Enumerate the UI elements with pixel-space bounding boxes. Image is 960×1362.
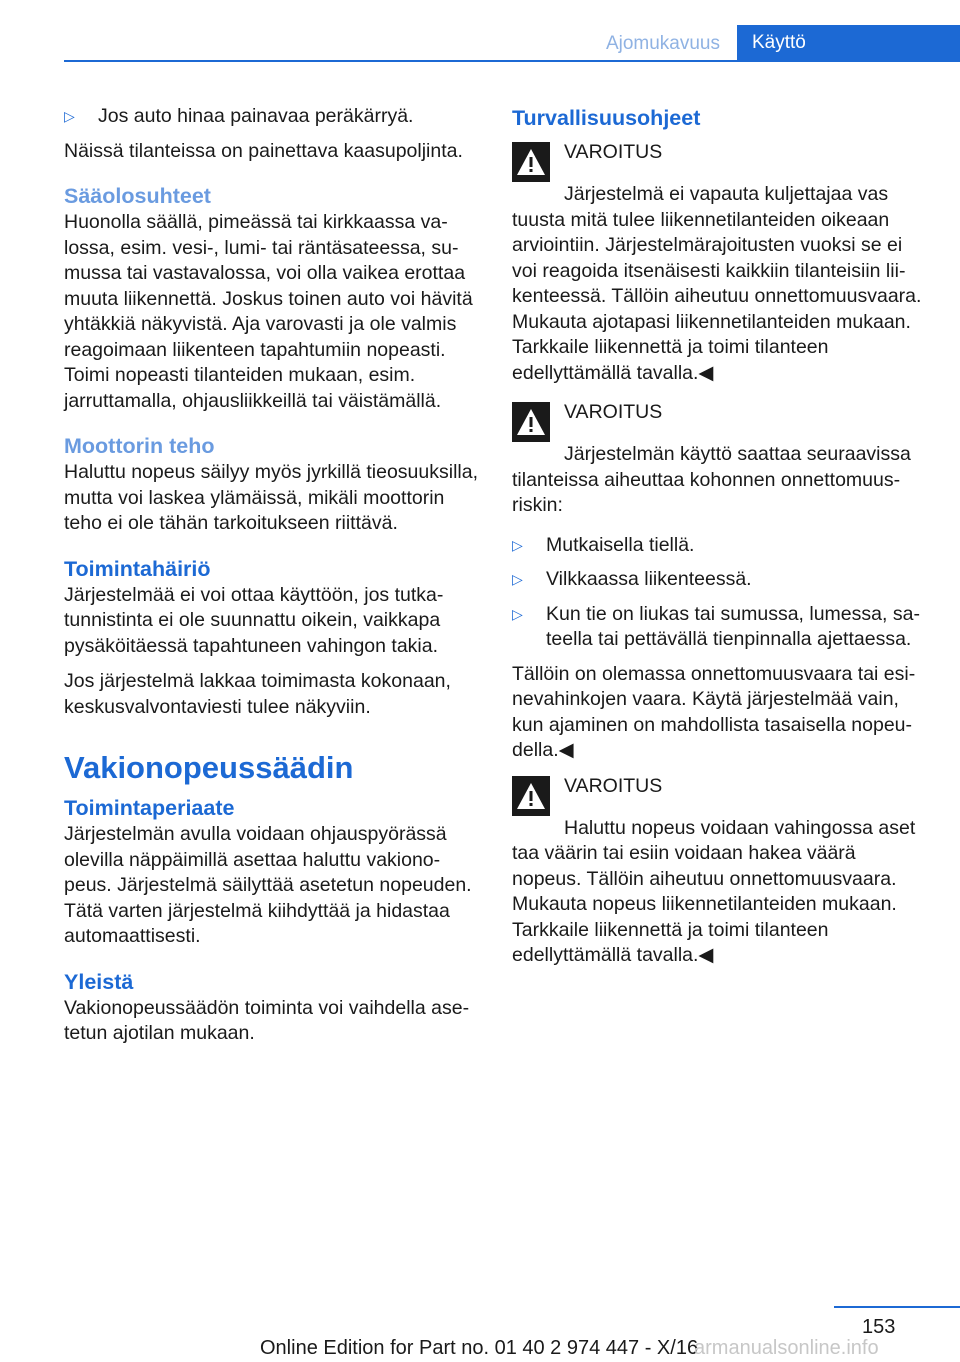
warning-triangle-icon bbox=[512, 776, 550, 816]
warning-triangle-icon bbox=[512, 142, 550, 182]
heading-weather: Sääolosuhteet bbox=[64, 184, 211, 208]
warning-first-line: Järjestelmä ei vapauta kuljettajaa vas bbox=[564, 183, 889, 205]
heading-fault: Toimintahäiriö bbox=[64, 556, 211, 581]
heading-engine: Moottorin teho bbox=[64, 434, 215, 458]
triangle-right-icon: ▷ bbox=[64, 108, 75, 124]
bullet-item bbox=[512, 533, 930, 559]
warning-label: VAROITUS bbox=[564, 774, 663, 797]
heading-cruise-control: Vakionopeussäädin bbox=[64, 750, 354, 785]
warning-block bbox=[512, 140, 930, 386]
heading-safety: Turvallisuusohjeet bbox=[512, 106, 701, 130]
paragraph-engine: Haluttu nopeus säilyy myös jyrkillä tieosuuksilla, mutta voi laskea ylämäissä, mikäli moottorin teho ei ole tähän tarkoitukseen riittävä. bbox=[64, 461, 479, 534]
bullet-item bbox=[64, 104, 478, 130]
paragraph-principle: Järjestelmän avulla voidaan ohjauspyörässä olevilla näppäimillä asettaa haluttu vakionopeus. Järjestelmä säilyttää asetetun nopeuden. Tätä varten järjestelmä kiihdyttää ja hidastaa automaattisesti. bbox=[64, 823, 472, 947]
warning-text: tuusta mitä tulee liikennetilanteiden oikeaan arviointiin. Järjestelmärajoitusten vuoksi se ei voi reagoida itsenäisesti kaikkiin tilanteisiin liikenteessä. Tällöin aiheutuu onnettomuusvaara. Mukauta ajotapasi liikennetilanteiden mukaan. Tarkkaile liikennettä ja toimi tilanteen edellyttämällä tavalla.◀ bbox=[512, 208, 922, 384]
warning-label: VAROITUS bbox=[564, 141, 663, 163]
paragraph-fault-1: Järjestelmää ei voi ottaa käyttöön, jos tutkatunnistinta ei ole suunnattu oikein, vaikkapa pysäköitäessä tapahtuneen vahingon takia. bbox=[64, 583, 444, 657]
bullet-text: Mutkaisella tiellä. bbox=[546, 533, 695, 556]
paragraph-general: Vakionopeussäädön toiminta voi vaihdella asetetun ajotilan mukaan. bbox=[64, 996, 470, 1044]
warning-block bbox=[512, 774, 930, 969]
footer-rule bbox=[834, 1306, 960, 1308]
paragraph-fault-2: Jos järjestelmä lakkaa toimimasta kokonaan, keskusvalvontaviesti tulee näkyviin. bbox=[64, 670, 451, 718]
warning-text: tilanteissa aiheuttaa kohonnen onnettomuusriskin: bbox=[512, 468, 901, 516]
right-column bbox=[512, 104, 930, 983]
watermark: armanualsonline.info bbox=[694, 1337, 879, 1359]
warning-first-line: Järjestelmän käyttö saattaa seuraavissa bbox=[564, 443, 911, 465]
triangle-right-icon: ▷ bbox=[512, 536, 523, 553]
heading-general: Yleistä bbox=[64, 969, 134, 994]
bullet-item bbox=[512, 602, 930, 653]
bullet-text: Vilkkaassa liikenteessä. bbox=[546, 568, 752, 590]
bullet-text: Kun tie on liukas tai sumussa, lumessa, sateella tai pettävällä tienpinnalla ajettaessa. bbox=[546, 602, 920, 650]
left-column bbox=[64, 104, 478, 1057]
warning-triangle-icon bbox=[512, 402, 550, 442]
header-section-tab: Ajomukavuus bbox=[605, 33, 720, 54]
paragraph: Tällöin on olemassa onnettomuusvaara tai esinevahinkojen vaara. Käytä järjestelmää vain, kun ajaminen on mahdollista tasaisella nopeudella.◀ bbox=[512, 662, 916, 761]
triangle-right-icon: ▷ bbox=[512, 571, 523, 587]
bullet-item bbox=[512, 567, 930, 593]
warning-label: VAROITUS bbox=[564, 401, 663, 423]
warning-block bbox=[512, 400, 930, 519]
warning-text: taa väärin tai esiin voidaan hakea väärä nopeus. Tällöin aiheutuu onnettomuusvaara. Mukauta nopeus liikennetilanteiden mukaan. Tarkkaile liikennettä ja toimi tilanteen edellyttämällä tavalla.◀ bbox=[512, 842, 897, 966]
paragraph: Näissä tilanteissa on painettava kaasupoljinta. bbox=[64, 139, 463, 162]
page-number: 153 bbox=[862, 1316, 896, 1338]
edition-text: Online Edition for Part no. 01 40 2 974 447 - X/16 bbox=[260, 1337, 699, 1359]
bullet-text: Jos auto hinaa painavaa peräkärryä. bbox=[98, 105, 414, 127]
paragraph-weather: Huonolla säällä, pimeässä tai kirkkaassa valossa, esim. vesi-, lumi- tai räntäsateessa, sumussa tai vastavalossa, voi olla vaikea erottaa muuta liikennettä. Joskus toinen auto voi hävitä yhtäkkiä näkyvistä. Aja varovasti ja ole valmis reagoimaan liikenteen tapahtumiin nopeasti. Toimi nopeasti tilanteiden mukaan, esim. jarruttamalla, ohjausliikkeillä tai väistämällä. bbox=[64, 211, 473, 412]
triangle-right-icon: ▷ bbox=[512, 605, 523, 622]
warning-first-line: Haluttu nopeus voidaan vahingossa aset bbox=[564, 816, 916, 839]
header-chapter-tab: Käyttö bbox=[737, 25, 960, 61]
heading-principle: Toimintaperiaate bbox=[64, 796, 235, 820]
